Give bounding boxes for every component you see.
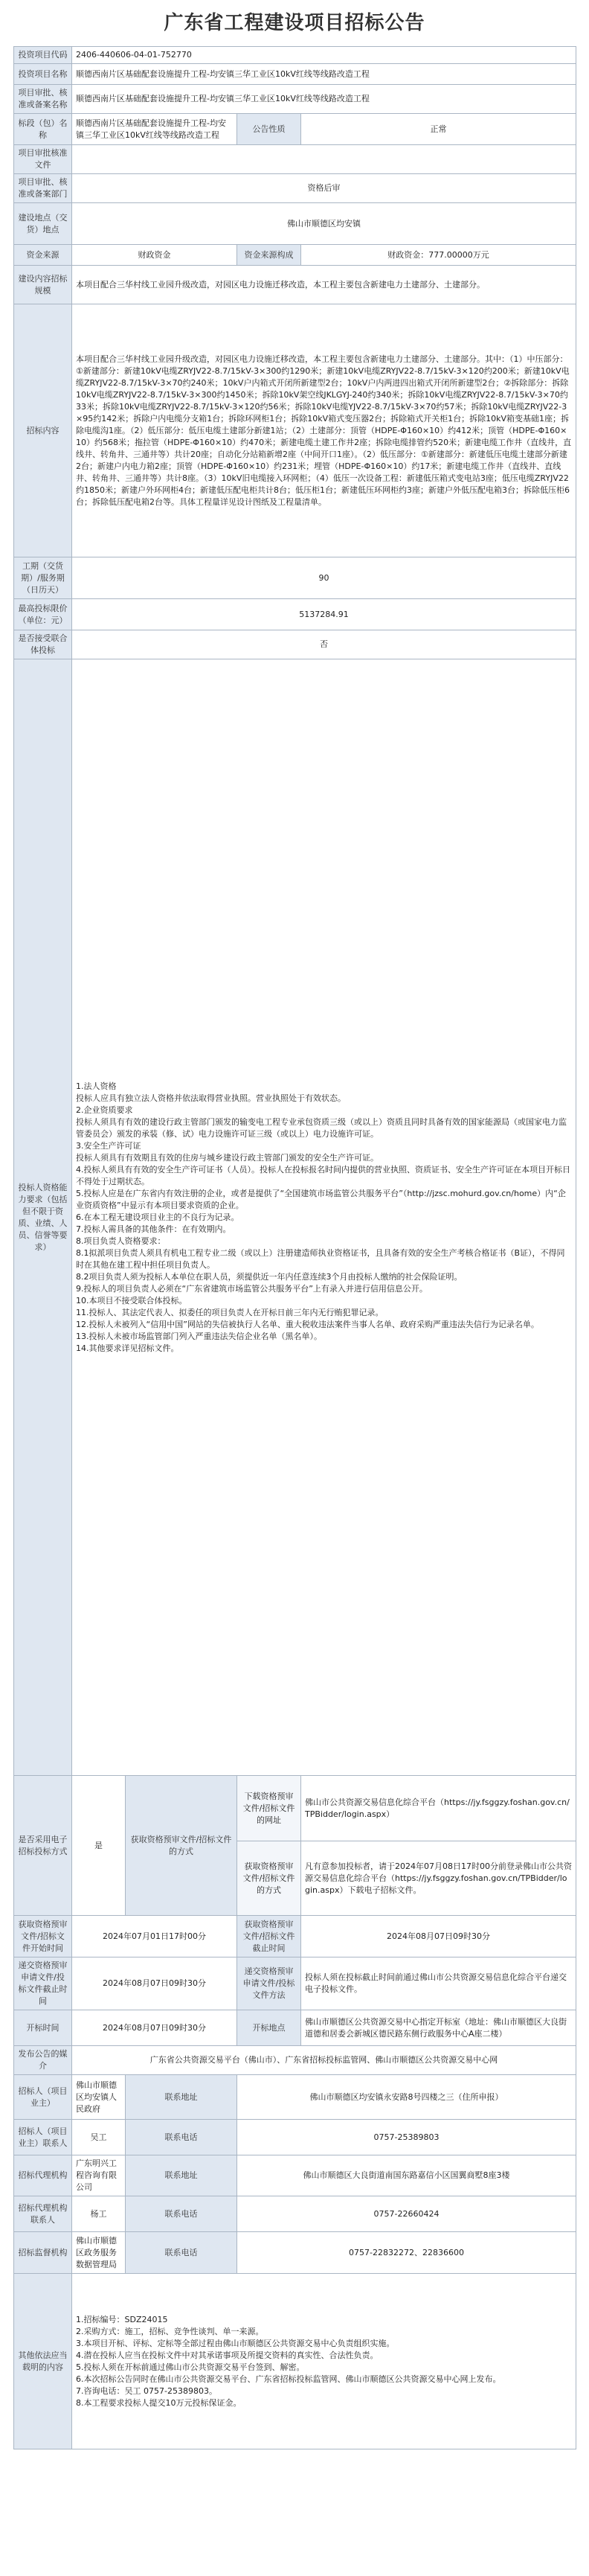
- qualification-label: 投标人资格能力要求（包括但不限于资质、业绩、人员、信誉等要求）: [14, 659, 72, 1776]
- qualification-item: 3.安全生产许可证: [76, 1140, 141, 1151]
- agent-contact-label: 招标代理机构联系人: [14, 2196, 72, 2232]
- open-place-label: 开标地点: [237, 2010, 301, 2046]
- approval-dept-label: 项目审批、核准或备案部门: [14, 174, 72, 203]
- row-project-name: [14, 64, 576, 85]
- row-consortium: [14, 630, 576, 659]
- open-place-value: 佛山市顺德区公共资源交易中心指定开标室（地址：佛山市顺德区大良街道德和居委会新城区德民路东侧行政服务中心A座二楼）: [301, 2010, 576, 2046]
- other-item: 8.本工程要求投标人提交10万元投标保证金。: [76, 2397, 242, 2408]
- qualification-value: [72, 659, 576, 1776]
- row-approval-name: [14, 85, 576, 114]
- qualification-item: 投标人须具有有效的建设行政主管部门颁发的输变电工程专业承包资质三级（或以上）资质且同时具备有效的国家能源局（或国家电力监管委员会）颁发的承装（修、试）电力设施许可证三级（或以上）电力设施许可证。: [76, 1116, 567, 1139]
- agent-addr-label: 联系地址: [126, 2155, 237, 2196]
- qualification-list: [76, 1081, 572, 1355]
- qualification-item: 投标人应具有独立法人资格并依法取得营业执照。营业执照处于有效状态。: [76, 1093, 346, 1103]
- supervisor-value: 佛山市顺德区政务服务数据管理局: [72, 2232, 126, 2274]
- open-time-value: 2024年08月07日09时30分: [72, 2010, 237, 2046]
- qualification-item: 10.本项目不接受联合体投标。: [76, 1295, 187, 1305]
- approval-dept-value: 资格后审: [72, 174, 576, 203]
- agent-phone-label: 联系电话: [126, 2196, 237, 2232]
- row-get-method-online: [14, 1776, 576, 1841]
- scale-value: 本项目配合三华村线工业园升级改造，对园区电力设施迁移改造，本工程主要包含新建电力土建部分、土建部分。: [72, 266, 576, 304]
- consortium-value: 否: [72, 630, 576, 659]
- row-supervisor: [14, 2232, 576, 2274]
- row-max-price: [14, 599, 576, 630]
- row-get-time: [14, 1916, 576, 1957]
- tender-name-value: 顺德西南片区基础配套设施提升工程-均安镇三华工业区10kV红线等线路改造工程: [72, 114, 237, 145]
- other-item: 2.采购方式：施工，招标、竞争性谈判、单一来源。: [76, 2326, 264, 2336]
- qualification-item: 8.2项目负责人须为投标人本单位在职人员，须提供近一年内任意连续3个月由投标人缴纳的社会保险证明。: [76, 1271, 463, 1282]
- submit-method-label: 递交资格预审申请文件/投标文件方法: [237, 1957, 301, 2010]
- row-approval-doc: [14, 145, 576, 174]
- agent-label: 招标代理机构: [14, 2155, 72, 2196]
- get-method-other-value[interactable]: 凡有意参加投标者，请于2024年07月08日17时00分前登录佛山市公共资源交易信息化综合平台（https://jy.fsggzy.foshan.gov.cn/TPBidder/login.aspx）下载电子招标文件。: [301, 1841, 576, 1916]
- qualification-item: 8.项目负责人资格要求：: [76, 1236, 166, 1246]
- row-approval-dept: [14, 174, 576, 203]
- qualification-item: 1.法人资格: [76, 1081, 117, 1091]
- qualification-item: 11.投标人、其法定代表人、拟委任的项目负责人在开标日前三年内无行贿犯罪记录。: [76, 1307, 384, 1317]
- qualification-item: 13.投标人未被市场监管部门列入严重违法失信企业名单（黑名单）。: [76, 1331, 322, 1341]
- qualification-item: 2.企业资质要求: [76, 1105, 133, 1115]
- other-label: 其他依法应当载明的内容: [14, 2274, 72, 2449]
- supervisor-label: 招标监督机构: [14, 2232, 72, 2274]
- fund-source-label: 资金来源: [14, 245, 72, 266]
- tenderer-contact-value: 吴工: [72, 2120, 126, 2155]
- get-method-other-label: 获取资格预审文件/招标文件的方式: [237, 1841, 301, 1916]
- qualification-item: 4.投标人须具有有效的安全生产许可证书（人员）。投标人在投标报名时间内提供的营业执照、资质证书、安全生产许可证在本项目开标日不得处于过期状态。: [76, 1164, 570, 1186]
- row-location: [14, 203, 576, 245]
- announcement-table: [13, 46, 576, 2449]
- other-item: 1.招标编号：SDZ24015: [76, 2314, 168, 2324]
- fund-ratio-label: 资金来源构成: [237, 245, 301, 266]
- other-item: 4.潜在投标人应当在投标文件中对其承诺事项及所提交资料的真实性、合法性负责。: [76, 2350, 379, 2360]
- project-code-value: 2406-440606-04-01-752770: [72, 47, 576, 64]
- row-qualification: [14, 659, 576, 1776]
- page-title: 广东省工程建设项目招标公告: [164, 12, 425, 34]
- row-other: [14, 2274, 576, 2449]
- project-name-value: 顺德西南片区基础配套设施提升工程-均安镇三华工业区10kV红线等线路改造工程: [72, 64, 576, 85]
- tenderer-phone-label: 联系电话: [126, 2120, 237, 2155]
- get-method-online-value[interactable]: 佛山市公共资源交易信息化综合平台（https://jy.fsggzy.foshan.gov.cn/TPBidder/login.aspx）: [301, 1776, 576, 1841]
- approval-doc-value: [72, 145, 576, 174]
- qualification-item: 9.投标人的项目负责人必须在“广东省建筑市场监管公共服务平台”上有录入并进行信用信息公开。: [76, 1283, 428, 1294]
- other-list: [76, 2314, 572, 2409]
- row-scope: [14, 304, 576, 557]
- tenderer-addr-value: 佛山市顺德区均安镇永安路8号四楼之三（住所申报）: [237, 2075, 576, 2120]
- submit-method-value: 投标人须在投标截止时间前通过佛山市公共资源交易信息化综合平台递交电子投标文件。: [301, 1957, 576, 2010]
- public-type-value: 正常: [301, 114, 576, 145]
- project-code-label: 投资项目代码: [14, 47, 72, 64]
- other-value: [72, 2274, 576, 2449]
- tenderer-label: 招标人（项目业主）: [14, 2075, 72, 2120]
- row-project-code: [14, 47, 576, 64]
- qualification-item: 12.投标人未被列入“信用中国”网站的失信被执行人名单、重大税收违法案件当事人名单、政府采购严重违法失信行为记录名单。: [76, 1319, 539, 1329]
- other-item: 7.咨询电话：吴工 0757-25389803。: [76, 2385, 217, 2396]
- publish-media-label: 发布公告的媒介: [14, 2046, 72, 2075]
- scope-value: 本项目配合三华村线工业园升级改造，对园区电力设施迁移改造，本工程主要包含新建电力土建部分、土建部分。其中：（1）中压部分：①新建部分：新建10kV电缆ZRYJV22-8.7/15kV-3×300约1290米；新建10kV电缆ZRYJV22-8.7/15kV-3×120约200米；新建10kV电缆ZRYJV22-8.7/15kV-3×70约240米；10kV户内箱式开闭所新建型2台；10kV户内两进四出箱式开闭所新建型2台；②拆除部分：拆除10kV电缆ZRYJV22-8.7/15kV-3×300约1450米；拆除10kV架空线JKLGYJ-240约340米；拆除10kV电缆ZRYJV22-8.7/15kV-3×70约33米；拆除10kV电缆ZRYJV22-8.7/15kV-3×120约56米；拆除10kV电缆YJV22-8.7/15kV-3×70约57米；拆除10kV电缆ZRYJV22-3×95约142米；拆除户内电缆分支箱1台；拆除环网柜1台；拆除10kV箱式变压器2台；拆除箱式开关柜1台；拆除10kV箱变基础1座；拆除电缆沟1座。（2）低压部分：低压电缆土建部分新建1站；（2）土建部分：顶管（HDPE-Φ160×10）约412米；顶管（HDPE-Φ160×10）约568米；拖拉管（HDPE-Φ160×10）约470米；新建电缆土建工作井2座；拆除电缆排管约520米；新建电缆工作井（直线井，直线井、转角井、三通井等）共计20座；自动化分站箱新增2座（中间开口1座）。（2）低压部分：①新建部分：新建低压电缆土建部分新建2台；新建户内电力箱2座；顶管（HDPE-Φ160×10）约231米；埋管（HDPE-Φ160×10）约17米；新建电缆工作井（直线井、直线井、转角井、三通井等）共计8座。（3）10kV旧电缆接入环网柜；（4）低压一次设备工程：新建低压箱式变电站3座；低压电缆ZRYJV22约1850米；新建户外环网柜4台；新建低压配电柜共计8台；低压柜1台；新建低压环网柜约3座；新建户外低压配电箱3台；拆除低压柜6台；拆除低压配电箱2台等。具体工程量详见设计图纸及工程量清单。: [72, 304, 576, 557]
- online-value: 是: [72, 1776, 126, 1916]
- row-submit: [14, 1957, 576, 2010]
- get-time-label: 获取资格预审文件/招标文件开始时间: [14, 1916, 72, 1957]
- get-method-online-label: 下载资格预审文件/招标文件的网址: [237, 1776, 301, 1841]
- consortium-label: 是否接受联合体投标: [14, 630, 72, 659]
- get-time-start: 2024年07月01日17时00分: [72, 1916, 237, 1957]
- open-time-label: 开标时间: [14, 2010, 72, 2046]
- get-time-end: 2024年08月07日09时30分: [301, 1916, 576, 1957]
- row-open: [14, 2010, 576, 2046]
- qualification-item: 5.投标人应是在广东省内有效注册的企业，或者是提供了“全国建筑市场监管公共服务平台”（http://jzsc.mohurd.gov.cn/home）内“企业资质资格”中显示有本项目要求资质的企业。: [76, 1188, 566, 1210]
- qualification-item: 7.投标人需具备的其他条件：在有效期内。: [76, 1224, 231, 1234]
- approval-name-label: 项目审批、核准或备案名称: [14, 85, 72, 114]
- fund-ratio-value: 财政资金：777.00000万元: [301, 245, 576, 266]
- location-label: 建设地点（交货）地点: [14, 203, 72, 245]
- row-tender-name: [14, 114, 576, 145]
- location-value: 佛山市顺德区均安镇: [72, 203, 576, 245]
- agent-value: 广东明兴工程咨询有限公司: [72, 2155, 126, 2196]
- online-label: 是否采用电子招标投标方式: [14, 1776, 72, 1916]
- row-agent-contact: [14, 2196, 576, 2232]
- agent-phone-value: 0757-22660424: [237, 2196, 576, 2232]
- other-item: 6.本次招标公告同时在佛山市公共资源交易平台、广东省招标投标监管网、佛山市顺德区公共资源交易中心网上发布。: [76, 2374, 501, 2384]
- scope-label: 招标内容: [14, 304, 72, 557]
- get-time-end-label: 获取资格预审文件/招标文件截止时间: [237, 1916, 301, 1957]
- submit-deadline-label: 递交资格预审申请文件/投标文件截止时间: [14, 1957, 72, 2010]
- tenderer-phone-value: 0757-25389803: [237, 2120, 576, 2155]
- qualification-item: 8.1拟派项目负责人须具有机电工程专业二级（或以上）注册建造师执业资格证书，且具备有效的安全生产考核合格证书（B证），不得同时在其他在建工程中担任项目负责人。: [76, 1247, 565, 1270]
- row-publish-media: [14, 2046, 576, 2075]
- row-scale: [14, 266, 576, 304]
- fund-source-value: 财政资金: [72, 245, 237, 266]
- row-tenderer: [14, 2075, 576, 2120]
- approval-doc-label: 项目审批核准文件: [14, 145, 72, 174]
- max-price-value: 5137284.91: [72, 599, 576, 630]
- row-fund-source: [14, 245, 576, 266]
- tenderer-value: 佛山市顺德区均安镇人民政府: [72, 2075, 126, 2120]
- scale-label: 建设内容招标规模: [14, 266, 72, 304]
- qualification-item: 投标人须具有有效期且有效的住房与城乡建设行政主管部门颁发的安全生产许可证。: [76, 1152, 379, 1163]
- get-method-label: 获取资格预审文件/招标文件的方式: [126, 1776, 237, 1916]
- tenderer-contact-label: 招标人（项目业主）联系人: [14, 2120, 72, 2155]
- agent-addr-value: 佛山市顺德区大良街道南国东路嘉信小区国翼商墅8座3楼: [237, 2155, 576, 2196]
- publish-media-value: 广东省公共资源交易平台（佛山市）、广东省招标投标监管网、佛山市顺德区公共资源交易中心网: [72, 2046, 576, 2075]
- max-price-label: 最高投标限价（单位：元）: [14, 599, 72, 630]
- row-tenderer-contact: [14, 2120, 576, 2155]
- project-name-label: 投资项目名称: [14, 64, 72, 85]
- tender-name-label: 标段（包）名称: [14, 114, 72, 145]
- agent-contact-value: 杨工: [72, 2196, 126, 2232]
- other-item: 3.本项目开标、评标、定标等全部过程由佛山市顺德区公共资源交易中心负责组织实施。: [76, 2338, 395, 2348]
- tenderer-addr-label: 联系地址: [126, 2075, 237, 2120]
- qualification-item: 14.其他要求详见招标文件。: [76, 1343, 179, 1353]
- submit-deadline-value: 2024年08月07日09时30分: [72, 1957, 237, 2010]
- duration-label: 工期（交货期）/服务期（日历天）: [14, 557, 72, 599]
- qualification-item: 6.在本工程无建设项目业主的不良行为记录。: [76, 1212, 239, 1222]
- supervisor-phone-value: 0757-22832272、22836600: [237, 2232, 576, 2274]
- approval-name-value: 顺德西南片区基础配套设施提升工程-均安镇三华工业区10kV红线等线路改造工程: [72, 85, 576, 114]
- other-item: 5.投标人须在开标前通过佛山市公共资源交易平台签到、解密。: [76, 2362, 305, 2372]
- supervisor-phone-label: 联系电话: [126, 2232, 237, 2274]
- row-agent: [14, 2155, 576, 2196]
- duration-value: 90: [72, 557, 576, 599]
- row-duration: [14, 557, 576, 599]
- public-type-label: 公告性质: [237, 114, 301, 145]
